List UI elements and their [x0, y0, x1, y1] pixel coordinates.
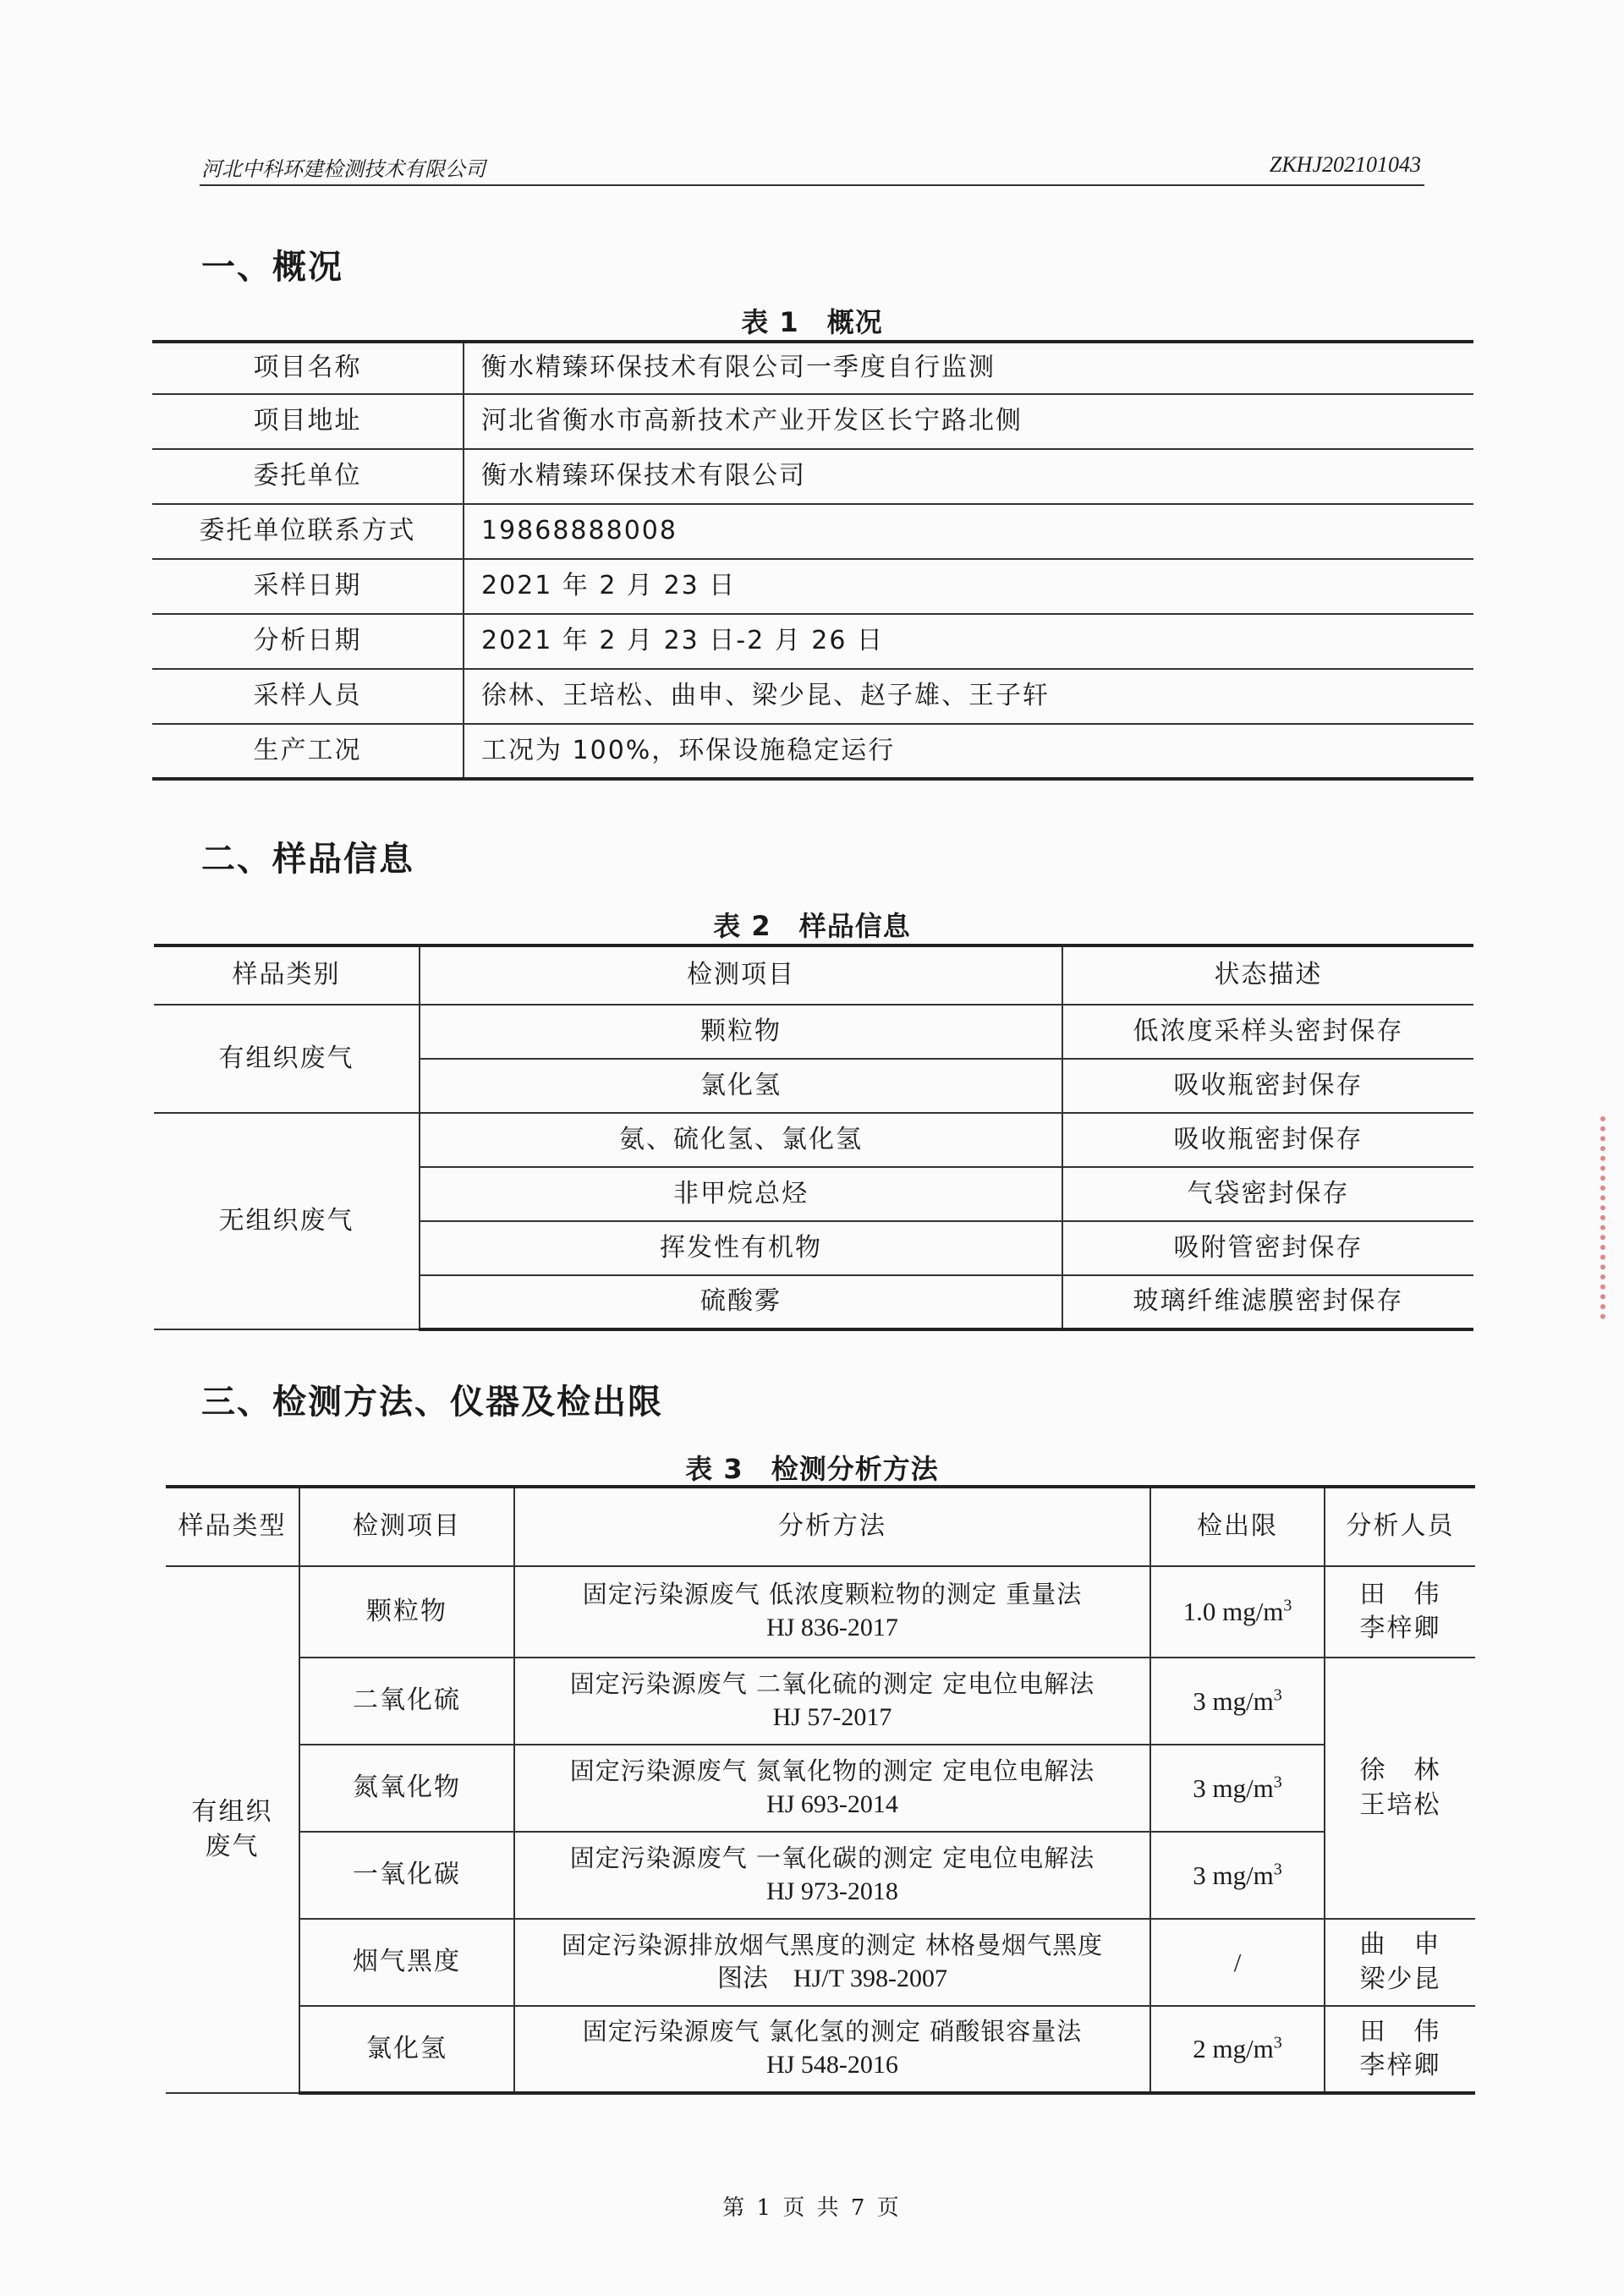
overview-value: 衡水精臻环保技术有限公司一季度自行监测 [464, 342, 1473, 394]
col-header-limit: 检出限 [1150, 1487, 1325, 1566]
overview-row [152, 614, 1473, 669]
method-standard: HJ 693-2014 [766, 1789, 898, 1818]
limit-superscript: 3 [1283, 1596, 1292, 1615]
method-description [514, 1919, 1150, 2006]
overview-label: 项目地址 [152, 394, 464, 449]
overview-label: 委托单位联系方式 [152, 504, 464, 559]
method-item: 氯化氢 [299, 2006, 514, 2093]
sample-status: 吸收瓶密封保存 [1062, 1059, 1473, 1113]
overview-label: 生产工况 [152, 724, 464, 779]
method-row [166, 1566, 1475, 1658]
overview-value: 衡水精臻环保技术有限公司 [464, 449, 1473, 504]
sample-item: 氯化氢 [420, 1059, 1062, 1113]
analyst-name: 李梓卿 [1359, 2051, 1441, 2080]
method-description [514, 1658, 1150, 1745]
col-header-method: 分析方法 [514, 1487, 1150, 1566]
limit-superscript: 3 [1273, 1860, 1282, 1879]
col-header-people: 分析人员 [1325, 1487, 1475, 1566]
detection-limit [1150, 1832, 1325, 1919]
method-row [166, 2006, 1475, 2093]
sample-item: 硫酸雾 [420, 1275, 1062, 1329]
overview-value: 19868888008 [464, 504, 1473, 559]
detection-limit [1150, 1745, 1325, 1832]
analyst-names [1325, 2006, 1475, 2093]
overview-row [152, 394, 1473, 449]
sample-item: 非甲烷总烃 [420, 1167, 1062, 1221]
overview-row [152, 724, 1473, 779]
sample-category: 有组织废气 [154, 1005, 420, 1113]
method-description [514, 1745, 1150, 1832]
analyst-name: 田 伟 [1359, 1579, 1441, 1609]
limit-superscript: 3 [1273, 1773, 1282, 1792]
analyst-name: 梁少昆 [1359, 1964, 1441, 1994]
seal-edge-mark [1590, 1116, 1605, 1319]
method-table [166, 1485, 1475, 2095]
method-row [166, 1832, 1475, 1919]
sample-category: 无组织废气 [154, 1113, 420, 1329]
detection-limit [1150, 2006, 1325, 2093]
limit-value: 3 mg/m [1193, 1685, 1274, 1716]
overview-table [152, 340, 1473, 781]
method-item: 氮氧化物 [299, 1745, 514, 1832]
limit-value: 3 mg/m [1193, 1773, 1274, 1803]
method-standard: HJ 836-2017 [766, 1614, 898, 1642]
method-description [514, 2006, 1150, 2093]
method-description [514, 1566, 1150, 1658]
method-text: 固定污染源废气 氮氧化物的测定 定电位电解法 [569, 1756, 1095, 1785]
overview-row [152, 342, 1473, 394]
report-number: ZKHJ202101043 [1269, 152, 1421, 177]
sample-status: 气袋密封保存 [1062, 1167, 1473, 1221]
col-header-item: 检测项目 [299, 1487, 514, 1566]
col-header-category: 样品类别 [154, 945, 420, 1005]
section-2-title: 二、样品信息 [201, 840, 414, 879]
col-header-item: 检测项目 [420, 945, 1062, 1005]
sample-item: 挥发性有机物 [420, 1221, 1062, 1275]
method-category [166, 1566, 299, 2093]
sample-info-table [154, 944, 1473, 1331]
method-item: 烟气黑度 [299, 1919, 514, 2006]
method-text: 固定污染源废气 一氧化碳的测定 定电位电解法 [569, 1843, 1095, 1872]
method-text: 固定污染源废气 低浓度颗粒物的测定 重量法 [582, 1580, 1083, 1609]
table-3-caption: 表 3 检测分析方法 [685, 1453, 939, 1485]
section-3-title: 三、检测方法、仪器及检出限 [201, 1383, 663, 1422]
sample-status: 玻璃纤维滤膜密封保存 [1062, 1275, 1473, 1329]
method-text: 固定污染源排放烟气黑度的测定 林格曼烟气黑度 [561, 1930, 1104, 1959]
limit-value: 3 mg/m [1193, 1860, 1274, 1890]
method-standard: HJ 973-2018 [766, 1877, 898, 1905]
analyst-names [1325, 1919, 1475, 2006]
method-text: 固定污染源废气 氯化氢的测定 硝酸银容量法 [582, 2017, 1083, 2047]
sample-status: 吸收瓶密封保存 [1062, 1113, 1473, 1167]
method-item: 一氧化碳 [299, 1832, 514, 1919]
limit-value: 1.0 mg/m [1182, 1597, 1284, 1627]
page-number: 第 1 页 共 7 页 [722, 2195, 902, 2221]
overview-row [152, 669, 1473, 724]
col-header-type: 样品类型 [166, 1487, 299, 1566]
overview-row [152, 449, 1473, 504]
overview-value: 2021 年 2 月 23 日-2 月 26 日 [464, 614, 1473, 669]
method-text: 固定污染源废气 二氧化硫的测定 定电位电解法 [569, 1669, 1095, 1698]
overview-label: 分析日期 [152, 614, 464, 669]
method-category-line: 有组织 [191, 1797, 273, 1827]
overview-label: 委托单位 [152, 449, 464, 504]
method-item: 颗粒物 [299, 1566, 514, 1658]
method-row [166, 1745, 1475, 1832]
header-rule [200, 184, 1424, 186]
sample-row [154, 1005, 1473, 1059]
method-standard: HJ 548-2016 [766, 2051, 898, 2080]
sample-status: 低浓度采样头密封保存 [1062, 1005, 1473, 1059]
limit-superscript: 3 [1273, 2033, 1282, 2052]
analyst-names-shared [1325, 1658, 1475, 1919]
table-1-caption: 表 1 概况 [741, 306, 883, 338]
company-name: 河北中科环建检测技术有限公司 [201, 157, 486, 181]
overview-row [152, 559, 1473, 614]
overview-label: 采样人员 [152, 669, 464, 724]
section-1-title: 一、概况 [201, 248, 343, 287]
overview-value: 2021 年 2 月 23 日 [464, 559, 1473, 614]
limit-superscript: 3 [1273, 1685, 1282, 1705]
method-row [166, 1919, 1475, 2006]
overview-value: 工况为 100%，环保设施稳定运行 [464, 724, 1473, 779]
analyst-name: 李梓卿 [1359, 1614, 1441, 1643]
detection-limit [1150, 1919, 1325, 2006]
method-row [166, 1658, 1475, 1745]
detection-limit [1150, 1566, 1325, 1658]
overview-label: 项目名称 [152, 342, 464, 394]
method-standard: HJ 57-2017 [772, 1702, 892, 1731]
sample-item: 氨、硫化氢、氯化氢 [420, 1113, 1062, 1167]
analyst-name: 徐 林 [1359, 1756, 1441, 1785]
sample-row [154, 1113, 1473, 1167]
method-category-line: 废气 [205, 1831, 260, 1861]
method-standard: 图法 HJ/T 398-2007 [717, 1964, 947, 1992]
sample-item: 颗粒物 [420, 1005, 1062, 1059]
method-description [514, 1832, 1150, 1919]
analyst-names [1325, 1566, 1475, 1658]
overview-row [152, 504, 1473, 559]
analyst-name: 曲 申 [1359, 1930, 1441, 1959]
detection-limit [1150, 1658, 1325, 1745]
overview-value: 徐林、王培松、曲申、梁少昆、赵子雄、王子轩 [464, 669, 1473, 724]
col-header-status: 状态描述 [1062, 945, 1473, 1005]
table-2-caption: 表 2 样品信息 [713, 910, 911, 942]
overview-label: 采样日期 [152, 559, 464, 614]
overview-value: 河北省衡水市高新技术产业开发区长宁路北侧 [464, 394, 1473, 449]
analyst-name: 王培松 [1359, 1789, 1441, 1820]
limit-value: 2 mg/m [1193, 2034, 1274, 2064]
sample-status: 吸附管密封保存 [1062, 1221, 1473, 1275]
limit-value: / [1233, 1947, 1242, 1977]
method-item: 二氧化硫 [299, 1658, 514, 1745]
analyst-name: 田 伟 [1359, 2016, 1441, 2047]
